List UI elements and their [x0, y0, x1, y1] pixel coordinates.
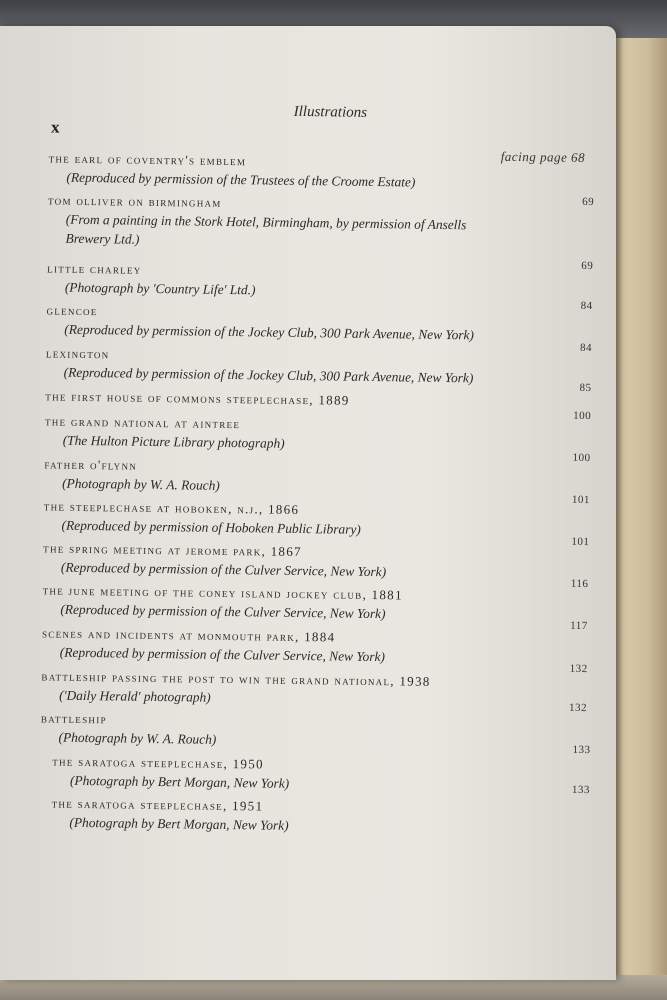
- list-item: [40, 710, 216, 748]
- illustration-caption: little charley: [47, 260, 142, 277]
- list-item: [42, 625, 386, 666]
- list-item: [46, 302, 474, 344]
- list-item: [43, 498, 361, 538]
- page-ref: 117: [570, 619, 588, 633]
- page-ref: 101: [571, 535, 590, 549]
- illustration-credit: (Photograph by Bert Morgan, New York): [69, 772, 290, 791]
- illustration-credit: (Reproduced by permission of the Trustees of the Croome Estate): [66, 169, 416, 190]
- illustration-credit: (Reproduced by permission of Hoboken Public Library): [61, 517, 361, 537]
- list-item: [52, 754, 290, 793]
- list-item: [44, 456, 220, 494]
- list-item: [41, 668, 431, 709]
- page-ref: 85: [579, 381, 592, 395]
- illustration-caption: tom olliver on birmingham: [48, 192, 222, 210]
- illustration-caption: battleship passing the post to win the grand national, 1938: [41, 668, 431, 689]
- list-item: [45, 388, 349, 408]
- illustration-credit: ('Daily Herald' photograph): [59, 687, 211, 705]
- illustration-caption: the steeplechase at hoboken, n.j., 1866: [43, 498, 300, 517]
- page-ref: facing page 68: [500, 148, 586, 165]
- illustration-caption: lexington: [45, 345, 110, 362]
- page-ref: 116: [570, 577, 589, 591]
- illustration-caption: the spring meeting at jerome park, 1867: [43, 540, 302, 560]
- page-ref: 84: [580, 299, 593, 313]
- page-title: Illustrations: [293, 103, 368, 121]
- page-ref: 84: [580, 341, 593, 355]
- list-item: [47, 260, 256, 299]
- credit-line-2: Brewery Ltd.): [65, 230, 140, 247]
- book-page: [0, 26, 616, 980]
- page-ref: 69: [582, 195, 595, 209]
- illustration-credit: (Photograph by W. A. Rouch): [62, 475, 220, 493]
- credit-line-1: (From a painting in the Stork Hotel, Birmingham, by permission of Ansells: [65, 211, 467, 233]
- illustration-credit: (Reproduced by permission of the Culver Service, New York): [60, 559, 387, 580]
- illustration-credit: (Reproduced by permission of the Culver Service, New York): [59, 644, 386, 665]
- list-item: [45, 413, 285, 452]
- illustration-caption: glencoe: [46, 302, 98, 319]
- page-number: x: [50, 117, 60, 137]
- list-item: [43, 540, 387, 581]
- list-item: [51, 796, 289, 835]
- page-ref: 69: [581, 259, 594, 273]
- illustration-caption: father o'flynn: [44, 456, 138, 473]
- illustration-credit: (Reproduced by permission of the Jockey Club, 300 Park Avenue, New York): [63, 364, 474, 386]
- illustration-credit: (Reproduced by permission of the Jockey Club, 300 Park Avenue, New York): [64, 321, 475, 343]
- illustration-caption: scenes and incidents at monmouth park, 1884: [41, 625, 336, 645]
- illustration-credit: [47, 209, 466, 253]
- page-ref: 132: [569, 662, 588, 676]
- page-ref: 133: [572, 743, 591, 757]
- list-item: [42, 582, 403, 623]
- list-item: [48, 150, 415, 191]
- illustrations-list: [0, 22, 623, 985]
- list-item: [46, 345, 474, 387]
- page-ref: 133: [571, 783, 591, 797]
- page-ref: 100: [573, 409, 592, 423]
- list-item: [47, 192, 466, 253]
- illustration-caption: the grand national at aintree: [44, 413, 241, 432]
- illustration-credit: (The Hulton Picture Library photograph): [62, 432, 285, 451]
- page-ref: 100: [572, 451, 591, 465]
- page-content: [0, 22, 623, 985]
- illustration-credit: (Photograph by W. A. Rouch): [58, 729, 217, 747]
- illustration-credit: (Reproduced by permission of the Culver Service, New York): [60, 601, 386, 622]
- illustration-caption: the june meeting of the coney island jockey club, 1881: [42, 582, 403, 603]
- illustration-caption: the first house of commons steeplechase, 1889: [45, 388, 350, 408]
- illustration-credit: (Photograph by Bert Morgan, New York): [69, 814, 289, 833]
- illustration-caption: the saratoga steeplechase, 1950: [52, 753, 265, 772]
- illustration-caption: the earl of coventry's emblem: [48, 150, 247, 169]
- illustration-caption: battleship: [40, 710, 107, 727]
- page-ref: 132: [568, 701, 588, 715]
- page-ref: 101: [571, 493, 591, 507]
- illustration-caption: the saratoga steeplechase, 1951: [51, 795, 264, 814]
- illustration-credit: (Photograph by 'Country Life' Ltd.): [64, 279, 256, 298]
